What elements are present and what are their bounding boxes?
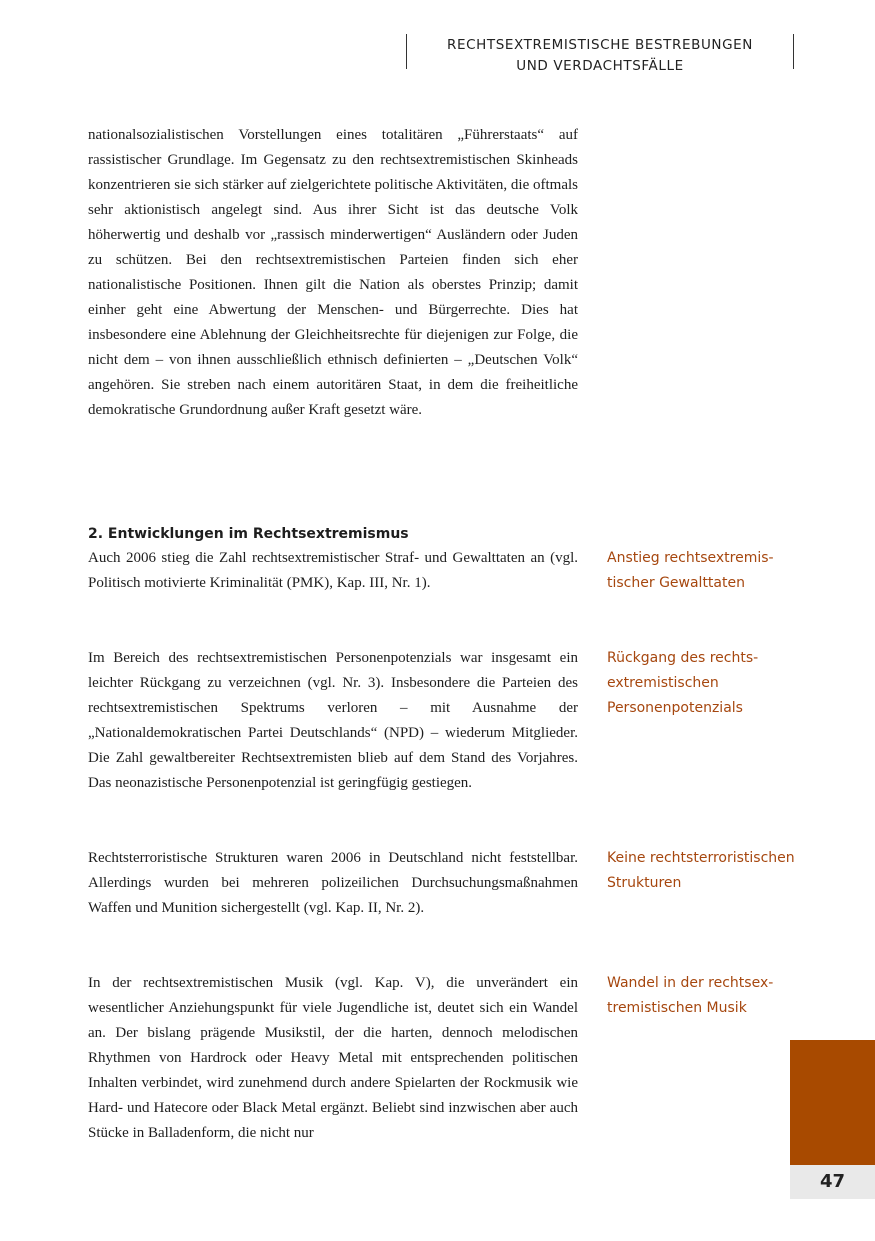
chapter-tab-block (790, 1040, 875, 1165)
margin-note-4: Wandel in der rechtsextremistischen Musik (607, 975, 774, 1016)
body-paragraph-3: Im Bereich des rechtsextremistischen Personenpotenzials war insgesamt ein leichter Rückgang zu verzeichnen (vgl. Nr. 3). Insbesondere die Parteien des rechtsextremistischen Spektrums verloren – mit Ausnahme der „Nationaldemokratischen Partei Deutschlands“ (NPD) – wiederum Mitglieder. Die Zahl gewaltbereiter Rechtsextremisten blieb auf dem Stand des Vorjahres. Das neonazistische Personenpotenzial ist geringfügig gestiegen. (88, 650, 578, 791)
margin-note-1: Anstieg rechtsextremistischer Gewalttaten (607, 550, 774, 591)
running-header-line-1: RECHTSEXTREMISTISCHE BESTREBUNGEN (446, 37, 754, 53)
running-header (406, 34, 794, 74)
page-number: 47 (790, 1165, 875, 1199)
running-header-line-2: UND VERDACHTSFÄLLE (516, 58, 684, 74)
margin-note-2: Rückgang des rechtsextremistischen Personenpotenzials (607, 650, 759, 716)
section-heading: 2. Entwicklungen im Rechtsextremismus (88, 526, 409, 542)
body-paragraph-5: In der rechtsextremistischen Musik (vgl. Kap. V), die unverändert ein wesentlicher Anziehungspunkt für viele Jugendliche ist, deutet sich ein Wandel an. Der bislang prägende Musikstil, der die harten, dennoch melodischen Rhythmen von Hardrock oder Heavy Metal mit entsprechenden politischen Inhalten verbindet, wird zunehmend durch andere Spielarten der Rockmusik wie Hard- und Hatecore oder Black Metal ergänzt. Beliebt sind inzwischen aber auch Stücke in Balladenform, die nicht nur (88, 975, 578, 1141)
body-paragraph-4: Rechtsterroristische Strukturen waren 2006 in Deutschland nicht feststellbar. Allerdings wurden bei mehreren polizeilichen Durchsuchungsmaßnahmen Waffen und Munition sichergestellt (vgl. Kap. II, Nr. 2). (88, 850, 578, 916)
margin-note-3: Keine rechtsterroristischen Strukturen (607, 850, 795, 891)
body-paragraph-2: Auch 2006 stieg die Zahl rechtsextremistischer Straf- und Gewalttaten an (vgl. Politisch motivierte Kriminalität (PMK), Kap. III, Nr. 1). (88, 550, 578, 591)
body-paragraph-1: nationalsozialistischen Vorstellungen eines totalitären „Führerstaats“ auf rassistischer Grundlage. Im Gegensatz zu den rechtsextremistischen Skinheads konzentrieren sie sich stärker auf zielgerichtete politische Aktivitäten, die oftmals sehr aktionistisch angelegt sind. Aus ihrer Sicht ist das deutsche Volk höherwertig und deshalb vor „rassisch minderwertigen“ Ausländern oder Juden zu schützen. Bei den rechtsextremistischen Parteien finden sich eher nationalistische Positionen. Ihnen gilt die Nation als oberstes Prinzip; damit einher geht eine Abwertung der Menschen- und Bürgerrechte. Dies hat insbesondere eine Ablehnung der Gleichheitsrechte für diejenigen zur Folge, die nicht dem – von ihnen ausschließlich ethnisch definierten – „Deutschen Volk“ angehören. Sie streben nach einem autoritären Staat, in dem die freiheitliche demokratische Grundordnung außer Kraft gesetzt wäre. (88, 127, 578, 418)
